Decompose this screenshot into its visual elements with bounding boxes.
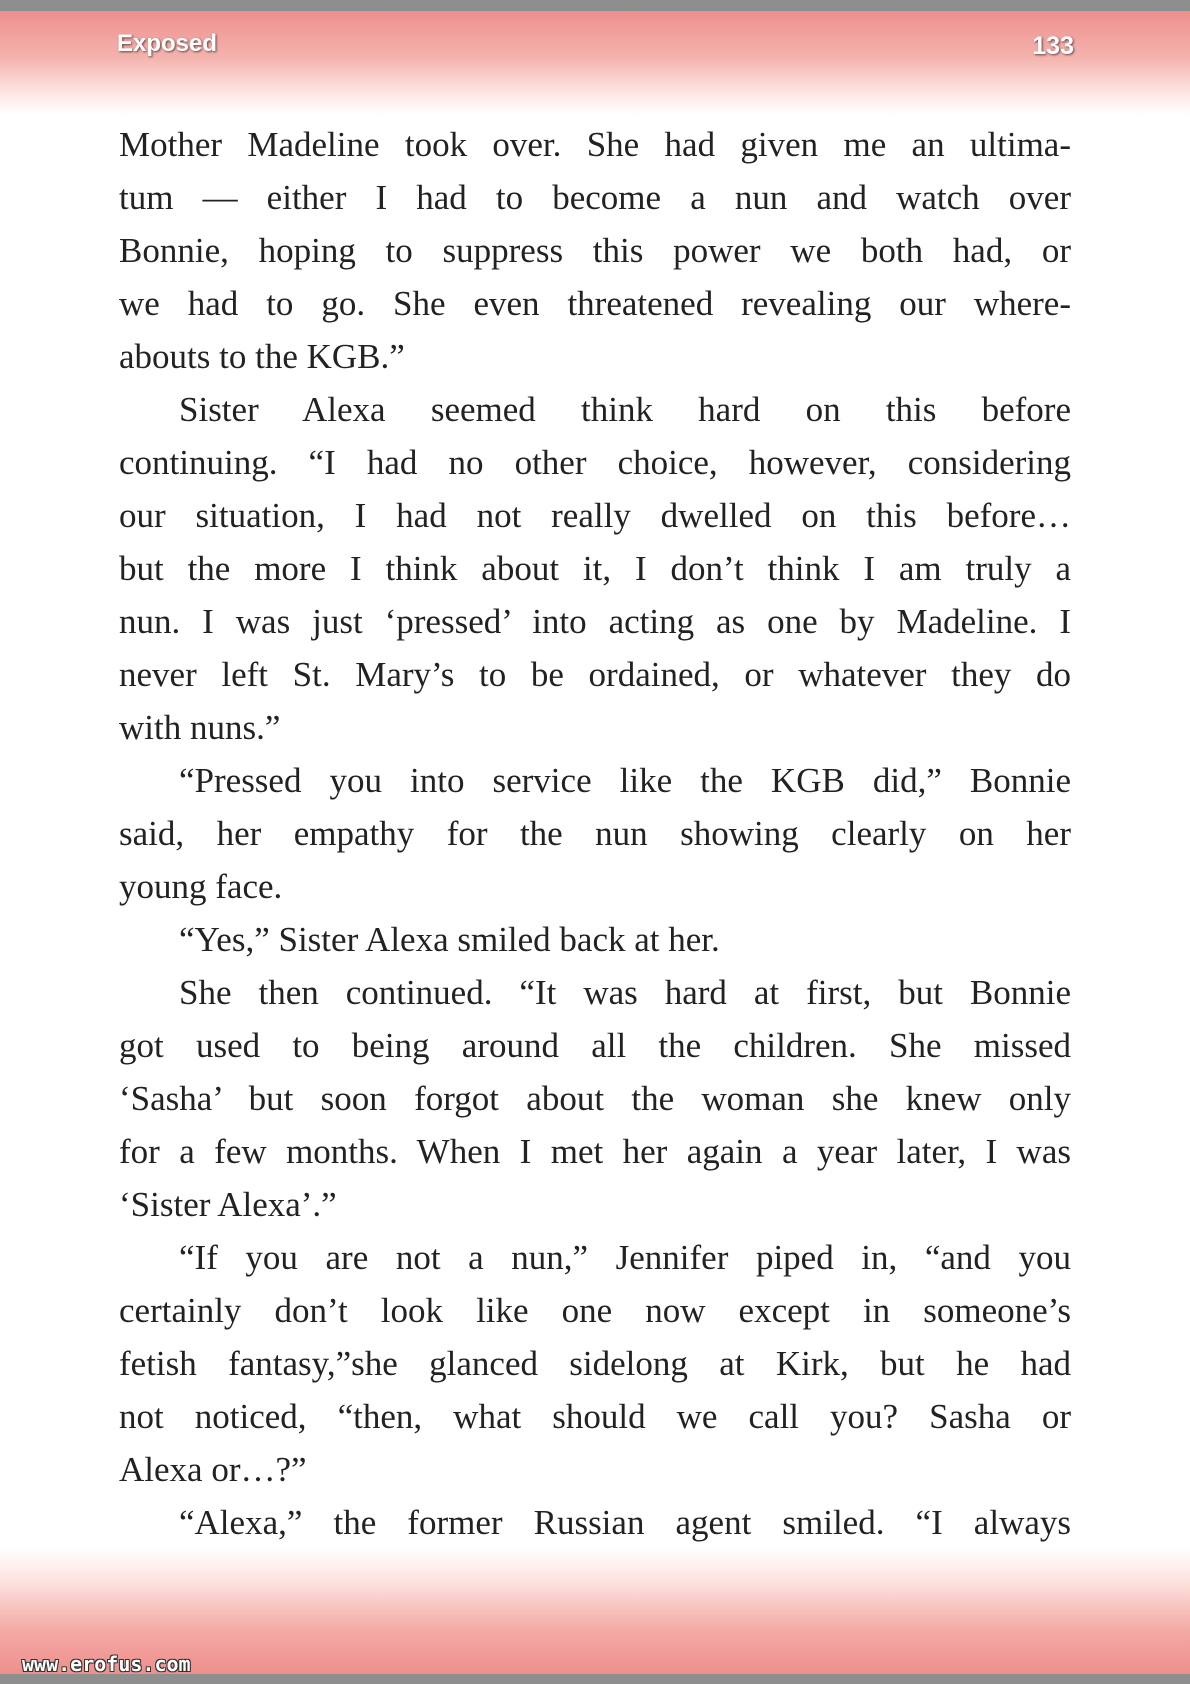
text-line: “Yes,” Sister Alexa smiled back at her.	[179, 920, 720, 959]
text-line: “Alexa,” the former Russian agent smiled. “I always	[179, 1503, 1071, 1542]
text-line: our situation, I had not really dwelled on this before…	[119, 496, 1071, 535]
text-line: fetish fantasy,”she glanced sidelong at Kirk, but he had	[119, 1344, 1071, 1383]
text-line: Mother Madeline took over. She had given me an ultima-	[119, 125, 1071, 164]
text-line: with nuns.”	[119, 708, 281, 747]
text-line: got used to being around all the children. She missed	[119, 1026, 1071, 1065]
text-line: we had to go. She even threatened revealing our where-	[119, 284, 1071, 323]
book-text	[119, 118, 1071, 1549]
text-line: “Pressed you into service like the KGB did,” Bonnie	[179, 761, 1071, 800]
text-line: tum — either I had to become a nun and watch over	[119, 178, 1071, 217]
text-line: nun. I was just ‘pressed’ into acting as one by Madeline. I	[119, 602, 1071, 641]
text-line: ‘Sister Alexa’.”	[119, 1185, 337, 1224]
text-line: ‘Sasha’ but soon forgot about the woman she knew only	[119, 1079, 1071, 1118]
text-line: Sister Alexa seemed think hard on this before	[179, 390, 1071, 429]
text-line: abouts to the KGB.”	[119, 337, 405, 376]
watermark: www.erofus.com	[22, 1652, 191, 1676]
text-line: young face.	[119, 867, 283, 906]
text-line: never left St. Mary’s to be ordained, or whatever they do	[119, 655, 1071, 694]
text-line: certainly don’t look like one now except in someone’s	[119, 1291, 1071, 1330]
text-line: not noticed, “then, what should we call you? Sasha or	[119, 1397, 1071, 1436]
running-title: Exposed	[117, 30, 218, 57]
text-line: “If you are not a nun,” Jennifer piped in, “and you	[179, 1238, 1071, 1277]
text-line: She then continued. “It was hard at first, but Bonnie	[179, 973, 1071, 1012]
top-border	[0, 0, 1190, 11]
text-line: for a few months. When I met her again a year later, I was	[119, 1132, 1071, 1171]
text-line: Bonnie, hoping to suppress this power we both had, or	[119, 231, 1071, 270]
text-line: said, her empathy for the nun showing clearly on her	[119, 814, 1071, 853]
text-line: continuing. “I had no other choice, however, considering	[119, 443, 1071, 482]
text-line: Alexa or…?”	[119, 1450, 307, 1489]
text-line: but the more I think about it, I don’t think I am truly a	[119, 549, 1071, 588]
header-band	[0, 11, 1190, 115]
page-number: 133	[1032, 32, 1074, 60]
